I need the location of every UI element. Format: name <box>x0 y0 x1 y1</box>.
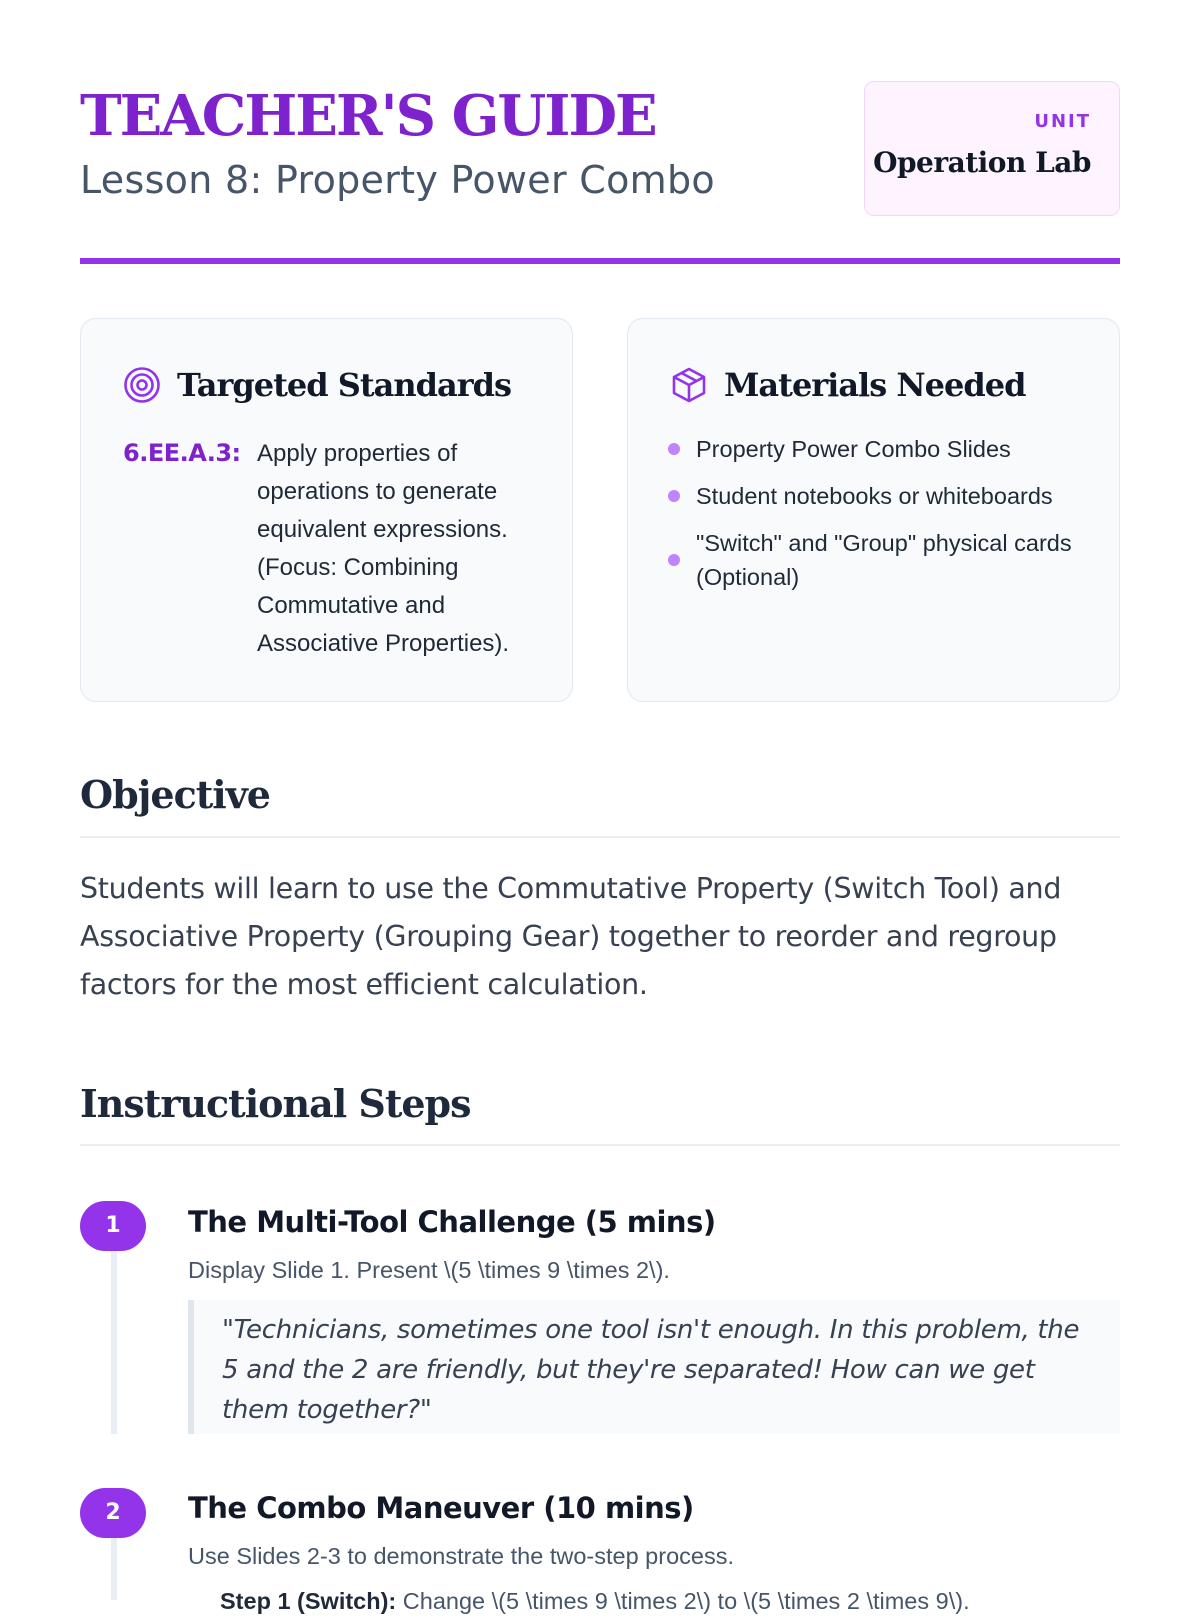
step-description: Display Slide 1. Present \(5 \times 9 \times 2\). <box>188 1257 670 1283</box>
material-label: Student notebooks or whiteboards <box>696 483 1053 509</box>
page-title: TEACHER'S GUIDE <box>80 83 656 149</box>
step-number-badge: 2 <box>80 1488 146 1538</box>
bullet-dot <box>668 554 680 566</box>
step-number-badge: 1 <box>80 1201 146 1251</box>
target-icon <box>123 366 161 404</box>
standards-title: Targeted Standards <box>177 366 511 404</box>
objective-divider <box>80 836 1120 838</box>
list-item <box>668 479 1088 513</box>
step-substep <box>220 1585 970 1617</box>
header-divider <box>80 258 1120 264</box>
step-connector-line <box>111 1250 117 1434</box>
standard-description: Apply properties of operations to generate equivalent expressions. (Focus: Combining Commutative and Associative Properties). <box>257 440 510 657</box>
lesson-subtitle: Lesson 8: Property Power Combo <box>80 158 715 202</box>
list-item <box>668 526 1088 594</box>
teachers-guide-page <box>80 0 1120 1614</box>
teacher-script-quote: "Technicians, sometimes one tool isn't enough. In this problem, the 5 and the 2 are friendly, but they're separated! How can we get them together?" <box>188 1300 1120 1434</box>
unit-badge <box>864 81 1120 216</box>
steps-divider <box>80 1144 1120 1146</box>
step-description: Use Slides 2-3 to demonstrate the two-step process. <box>188 1543 734 1569</box>
step-connector-line <box>111 1538 117 1600</box>
box-icon <box>670 366 708 404</box>
standards-card-header <box>123 363 511 407</box>
step-title: The Combo Maneuver (10 mins) <box>188 1491 694 1525</box>
material-label: "Switch" and "Group" physical cards (Optional) <box>696 530 1072 590</box>
bullet-dot <box>668 490 680 502</box>
substep-label: Step 1 (Switch): <box>220 1588 397 1614</box>
unit-label: UNIT <box>1034 111 1091 132</box>
substep-text: Change \(5 \times 9 \times 2\) to \(5 \times 2 \times 9\). <box>396 1588 970 1614</box>
material-label: Property Power Combo Slides <box>696 436 1011 462</box>
materials-list <box>668 432 1088 607</box>
objective-heading: Objective <box>80 772 270 817</box>
materials-title: Materials Needed <box>724 366 1026 404</box>
steps-heading: Instructional Steps <box>80 1081 471 1126</box>
bullet-dot <box>668 443 680 455</box>
standard-code: 6.EE.A.3: <box>123 439 241 467</box>
list-item <box>668 432 1088 466</box>
guide-header <box>80 0 1120 265</box>
materials-card <box>627 318 1120 702</box>
unit-name: Operation Lab <box>873 146 1091 179</box>
objective-text: Students will learn to use the Commutative Property (Switch Tool) and Associative Property (Grouping Gear) together to reorder and regroup factors for the most efficient calculation. <box>80 872 1062 1001</box>
standards-card <box>80 318 573 702</box>
step-title: The Multi-Tool Challenge (5 mins) <box>188 1205 716 1239</box>
materials-card-header <box>670 363 1025 407</box>
